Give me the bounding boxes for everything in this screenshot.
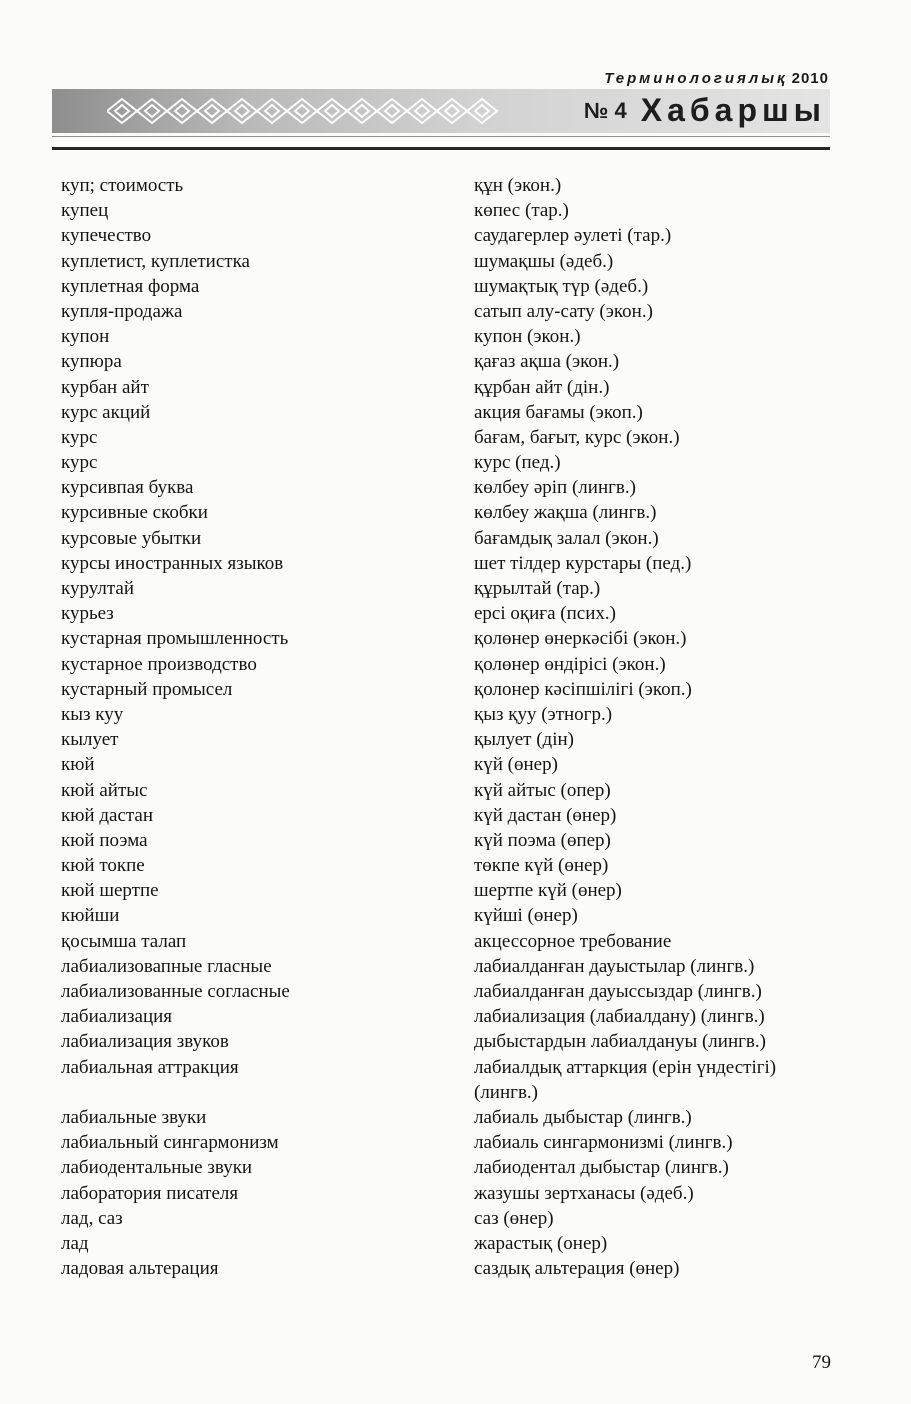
russian-term: куп; стоимость — [61, 175, 184, 196]
russian-term: курултай — [61, 578, 134, 599]
kazakh-term: ерсі оқиға (псих.) — [474, 603, 616, 625]
glossary-row — [0, 450, 911, 475]
russian-term: лабиодентальные звуки — [61, 1157, 253, 1179]
kazakh-term: саудагерлер әулеті (тар.) — [474, 225, 672, 247]
russian-term: лабиализовапные гласные — [61, 955, 272, 977]
russian-term: кыз куу — [61, 703, 124, 725]
glossary-row — [0, 500, 911, 525]
glossary-row — [0, 274, 911, 299]
russian-term: курьез — [61, 603, 114, 625]
glossary-row — [0, 1206, 911, 1231]
glossary-row — [0, 727, 911, 752]
russian-term: қосымша талап — [61, 930, 187, 952]
russian-term: курсовые убытки — [61, 527, 202, 549]
kazakh-term: акция бағамы (экоп.) — [474, 401, 643, 423]
kazakh-term: лабиалдық аттаркция (ерін үндестігі) (лингв.) — [474, 1056, 777, 1103]
kazakh-term: күй айтыс (опер) — [474, 779, 611, 801]
russian-term: куплетист, куплетистка — [61, 250, 250, 272]
journal-title: Терминологиялық — [604, 70, 788, 87]
kazakh-term: шет тілдер курстары (пед.) — [474, 552, 692, 574]
glossary-row — [0, 1029, 911, 1054]
glossary-row — [0, 1155, 911, 1180]
kazakh-term: қолонер кәсіпшілігі (экоп.) — [474, 678, 692, 700]
russian-term: куплетная форма — [61, 275, 200, 297]
kazakh-term: құрбан айт (дін.) — [474, 376, 610, 398]
russian-term: лабиальный сингармонизм — [61, 1132, 279, 1154]
glossary-row — [0, 475, 911, 500]
russian-term: кустарная промышленность — [61, 628, 289, 650]
kazakh-term: күй дастан (өнер) — [474, 804, 617, 826]
glossary-row — [0, 249, 911, 274]
kazakh-term: саз (өнер) — [474, 1207, 554, 1229]
journal-running-title — [604, 70, 829, 87]
russian-term: кюй — [61, 754, 95, 776]
glossary-row — [0, 173, 911, 198]
russian-term: курбан айт — [61, 376, 149, 398]
glossary-row — [0, 702, 911, 727]
glossary-row — [0, 853, 911, 878]
kazakh-term: қолөнер өндірісі (экон.) — [474, 653, 666, 675]
glossary-row — [0, 626, 911, 651]
russian-term: лабиализация — [61, 1006, 173, 1028]
glossary-row — [0, 1055, 911, 1105]
glossary-table — [0, 173, 911, 1281]
glossary-row — [0, 803, 911, 828]
russian-term: курс — [61, 452, 98, 474]
glossary-row — [0, 677, 911, 702]
russian-term: кюй айтыс — [61, 779, 148, 801]
header-band — [52, 89, 830, 133]
glossary-row — [0, 1004, 911, 1029]
kazakh-term: лабиализация (лабиалдану) (лингв.) — [474, 1006, 765, 1028]
kazakh-term: қылует (дін) — [474, 729, 574, 751]
glossary-row — [0, 526, 911, 551]
russian-term: лабиализация звуков — [61, 1031, 229, 1053]
glossary-row — [0, 1130, 911, 1155]
kazakh-term: курс (пед.) — [474, 452, 561, 474]
russian-term: лабиализованные согласные — [61, 981, 290, 1002]
russian-term: кустарный промысел — [61, 678, 233, 700]
header-rule-thick — [52, 147, 830, 150]
kazakh-term: купон (экон.) — [474, 326, 581, 348]
kazakh-term: күйші (өнер) — [474, 905, 578, 927]
russian-term: лабиальная аттракция — [61, 1056, 239, 1078]
russian-term: кюйши — [61, 905, 120, 927]
glossary-row — [0, 576, 911, 601]
glossary-row — [0, 979, 911, 1004]
russian-term: лад, саз — [61, 1207, 123, 1229]
russian-term: купец — [61, 200, 109, 222]
russian-term: купон — [61, 326, 110, 348]
kazakh-term: лабиалданған дауыстылар (лингв.) — [474, 955, 755, 977]
kazakh-term: бағамдық залал (экон.) — [474, 527, 659, 549]
russian-term: курсы иностранных языков — [61, 552, 284, 574]
kazakh-term: лабиодентал дыбыстар (лингв.) — [474, 1157, 729, 1179]
glossary-row — [0, 601, 911, 626]
glossary-row — [0, 425, 911, 450]
glossary-row — [0, 198, 911, 223]
russian-term: кустарное производство — [61, 653, 257, 675]
glossary-row — [0, 400, 911, 425]
kazakh-term: құн (экон.) — [474, 175, 562, 196]
glossary-row — [0, 903, 911, 928]
glossary-row — [0, 752, 911, 777]
kazakh-term: қолөнер өнеркәсібі (экон.) — [474, 628, 687, 650]
glossary-row — [0, 1105, 911, 1130]
glossary-row — [0, 1181, 911, 1206]
glossary-row — [0, 324, 911, 349]
page-number: 79 — [812, 1352, 831, 1373]
glossary-row — [0, 652, 911, 677]
header-rule-thin — [52, 136, 830, 137]
kazakh-term: шертпе күй (өнер) — [474, 880, 622, 902]
glossary-row — [0, 1231, 911, 1256]
kazakh-term: бағам, бағыт, курс (экон.) — [474, 426, 680, 448]
russian-term: курсивпая буква — [61, 477, 194, 499]
kazakh-term: лабиаль дыбыстар (лингв.) — [474, 1106, 692, 1128]
kazakh-term: шумақтық түр (әдеб.) — [474, 275, 649, 297]
kazakh-term: қағаз ақша (экон.) — [474, 351, 620, 373]
journal-name: Хабаршы — [640, 92, 826, 128]
kazakh-term: күй поэма (өпер) — [474, 829, 611, 851]
kazakh-term: саздық альтерация (өнер) — [474, 1258, 680, 1280]
glossary-row — [0, 375, 911, 400]
glossary-row — [0, 828, 911, 853]
kazakh-term: шумақшы (әдеб.) — [474, 250, 614, 272]
russian-term: ладовая альтерация — [61, 1258, 219, 1280]
russian-term: кюй поэма — [61, 829, 148, 851]
kazakh-term: көпес (тар.) — [474, 200, 569, 222]
kazakh-term: көлбеу жақша (лингв.) — [474, 502, 657, 524]
kazakh-term: акцессорное требование — [474, 930, 672, 952]
glossary-row — [0, 1256, 911, 1281]
glossary-row — [0, 551, 911, 576]
glossary-row — [0, 223, 911, 248]
russian-term: купечество — [61, 225, 152, 247]
russian-term: кюй дастан — [61, 804, 154, 826]
kazakh-term: төкпе күй (өнер) — [474, 855, 609, 877]
kazakh-term: көлбеу әріп (лингв.) — [474, 477, 636, 499]
glossary-row — [0, 778, 911, 803]
russian-term: курс акций — [61, 401, 151, 423]
glossary-row — [0, 954, 911, 979]
russian-term: лад — [61, 1232, 89, 1254]
issue-title — [584, 92, 826, 129]
ornament-pattern-icon — [107, 96, 507, 126]
russian-term: купюра — [61, 351, 122, 373]
russian-term: кюй токпе — [61, 855, 145, 877]
russian-term: курс — [61, 426, 98, 448]
journal-year: 2010 — [791, 70, 829, 87]
russian-term: лаборатория писателя — [61, 1182, 239, 1204]
glossary-row — [0, 878, 911, 903]
glossary-row — [0, 929, 911, 954]
kazakh-term: сатып алу-сату (экон.) — [474, 300, 653, 322]
kazakh-term: жарастық (онер) — [474, 1232, 608, 1254]
glossary-row — [0, 349, 911, 374]
glossary-row — [0, 299, 911, 324]
kazakh-term: лабиалданған дауыссыздар (лингв.) — [474, 981, 762, 1002]
kazakh-term: лабиаль сингармонизмі (лингв.) — [474, 1132, 733, 1154]
russian-term: кылует — [61, 729, 119, 751]
kazakh-term: дыбыстардын лабиалдануы (лингв.) — [474, 1031, 766, 1053]
kazakh-term: қыз қуу (этногр.) — [474, 703, 613, 725]
kazakh-term: жазушы зертханасы (әдеб.) — [474, 1182, 694, 1204]
russian-term: кюй шертпе — [61, 880, 159, 902]
russian-term: лабиальные звуки — [61, 1106, 207, 1128]
issue-number: № 4 — [583, 98, 627, 123]
kazakh-term: күй (өнер) — [474, 754, 558, 776]
russian-term: купля-продажа — [61, 300, 183, 322]
russian-term: курсивные скобки — [61, 502, 208, 524]
kazakh-term: құрылтай (тар.) — [474, 578, 601, 599]
